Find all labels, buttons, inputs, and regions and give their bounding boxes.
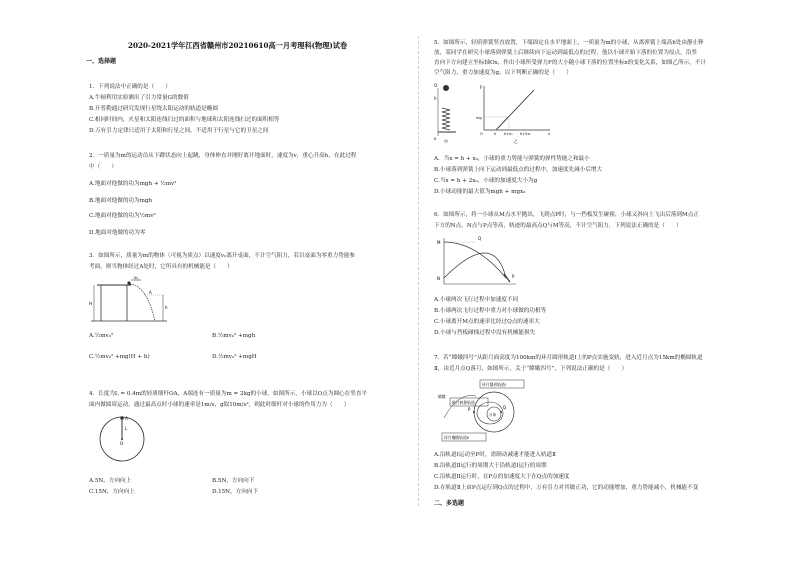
q1-stem: 1．下列说法中正确的是（ ） (89, 84, 171, 90)
q3-stem-line1: 3．如图所示，质量为m的物体（可视为质点）以速度v₀离开桌面，不计空气阻力，若以桌面为零重力势能参 (89, 253, 355, 259)
q7-stem-line1: 7．若“嫦娥四号”从距月面高度为100km的环月圆形轨道Ⅰ上的P点实施变轨，进入近月点为15km的椭圆轨道 (434, 355, 703, 361)
q3-label-h-small: h (165, 305, 168, 310)
q6-option-b: B.小球两次飞行过程中重力对小球做的功相等 (434, 308, 547, 314)
doc-title: 2020-2021学年江西省赣州市20210610高一月考理科(物理)试卷 (128, 41, 348, 50)
q5-label-h-x0: h+x₀ (504, 132, 513, 136)
q5-label-h-left: h (434, 96, 437, 101)
q7-option-b: B.沿轨道Ⅱ运行的周期大于沿轨道Ⅰ运行的周期 (434, 463, 547, 469)
q5-stem-line3: 直向下方向建立坐标轴Ox，作出小球所受弹力F的大小随小球下落的位置坐标x的变化关系，如图乙所示，不计 (434, 60, 707, 66)
q5-option-a: A．当x = h + x₀，小球的重力势能与弹簧的弹性势能之和最小 (434, 156, 590, 162)
q5-stem-line4: 空气阻力，重力加速度为g，以下判断正确的是（ ） (434, 70, 572, 76)
q1-option-d: D.万有引力定律只适用于太阳和行星之间，不适用于行星与它的卫星之间 (89, 128, 269, 134)
q6-stem-line1: 6．如图所示，将一小球从M点水平抛出，飞到点P时，与一挡板发生碰撞，小球又斜向上飞出后落到M点正 (434, 212, 699, 218)
q2-option-a: A.地面对他做的功为mgh + ½mv² (89, 181, 177, 187)
q5-label-jia: 甲 (444, 139, 448, 144)
q7-stem-line2: Ⅱ，由近月点Q落月，如图所示，关于“嫦娥四号”，下列说法正确的是（ ） (434, 366, 628, 372)
q3-figure-table-projectile (89, 277, 169, 323)
q4-stem-line1: 4．长度为L = 0.4m的轻质细杆OA，A端连有一质量为m = 2kg的小球，如图所示，小球以O点为圆心在竖直平 (89, 391, 368, 397)
q4-option-c: C.15N，方向向上 (89, 489, 135, 495)
q1-option-c: C.相同时间内，火星和太阳连线扫过的面积与地球和太阳连线扫过的面积相等 (89, 117, 280, 123)
q3-option-b: B.½mv₀² +mgh (212, 333, 256, 339)
q5-label-h-2x0: h+2x₀ (520, 132, 531, 136)
q4-label-l: L (125, 426, 128, 431)
q7-label-p: P (468, 407, 471, 412)
q3-option-c: C.½mv₀² +mg(H + h) (89, 354, 150, 360)
q2-option-b: B.地面对他做的功为mgh (89, 198, 153, 204)
section-heading-choice: 一、选择题 (86, 58, 117, 65)
q2-option-d: D.地面对他做的功为零 (89, 230, 146, 236)
q5-label-h-right: h (494, 132, 497, 136)
q3-option-a: A.½mv₀² (89, 333, 114, 339)
q7-label-orbit-1: 环月圆形轨道Ⅰ (482, 382, 506, 387)
q1-option-a: A.牛顿利用实验测出了引力常量G的数值 (89, 95, 189, 101)
q4-figure-rod-circle (97, 414, 147, 464)
q5-figure-spring-graph (434, 82, 554, 144)
q4-label-o: O (120, 441, 124, 446)
q3-stem-line2: 考面，则当物体经过A处时，它所具有的机械能是（ ） (89, 264, 233, 270)
q7-label-orbit-2: 环月椭圆轨道Ⅱ (444, 435, 469, 440)
q4-label-a: A (125, 416, 128, 421)
q5-stem-line2: 放，某同学在研究小球落到弹簧上后继续向下运动到最低点的过程，他以小球开始下落的位置为原点，沿竖 (434, 50, 697, 56)
q6-label-p: P (512, 274, 515, 279)
q5-option-c: C.当x = h + 2x₀，小球的加速度大小为g (434, 178, 538, 184)
q7-label-moon: 月球 (489, 413, 496, 417)
q2-stem-line2: 中（ ） (89, 164, 117, 170)
q7-option-c: C.沿轨道Ⅱ运行时，在P点的加速度大于在Q点的加速度 (434, 474, 570, 480)
q6-label-n: N (437, 276, 440, 281)
section-heading-multi: 二、多选题 (434, 500, 465, 507)
q5-option-b: B.小球落到弹簧上向下运动到最低点的过程中，加速度先减小后增大 (434, 167, 603, 173)
q7-figure-orbits (438, 378, 542, 446)
q4-option-b: B.5N，方向向下 (212, 478, 255, 484)
q3-label-a: A (149, 290, 152, 295)
q5-label-f: F (480, 85, 483, 90)
q6-option-d: D.小球与挡板碰撞过程中没有机械能损失 (434, 330, 536, 336)
q5-option-d: D.小球动能的最大值为mgh + mgx₀ (434, 189, 526, 195)
q7-option-d: D.在轨道Ⅱ上由P点运行到Q点的过程中，万有引力对其做正功，它的动能增加，重力势能减小，机械能不变 (434, 485, 699, 491)
q7-option-a: A.沿轨道Ⅰ运动至P时，需制动减速才能进入轨道Ⅱ (434, 452, 556, 458)
q6-option-a: A.小球两次飞行过程中加速度不同 (434, 297, 519, 303)
q4-option-d: D.15N，方向向下 (212, 489, 259, 495)
q7-label-q: Q (503, 405, 507, 410)
q5-label-x-right: x (548, 132, 551, 136)
q5-label-o-right: O (480, 132, 483, 136)
q3-label-h-big: H (89, 301, 93, 306)
q4-stem-line2: 面内做圆周运动，通过最高点时小球的速率是1m/s，g取10m/s²，则此时细杆对小球的作用力为（ ） (89, 402, 350, 408)
q7-label-change: 嫦娥 (438, 394, 446, 399)
q4-option-a: A.5N，方向向上 (89, 478, 132, 484)
q2-stem-line1: 2．一质量为m的运动员从下蹲状态向上起跳，身体伸直并刚好离开地面时，速度为v，重心升高h，在此过程 (89, 153, 357, 159)
q6-label-m: M (437, 240, 441, 245)
q5-label-o-left: O (434, 83, 438, 88)
q6-figure-trajectory (436, 234, 520, 286)
q5-label-x-left: x (434, 136, 437, 141)
column-divider (418, 36, 419, 506)
q6-stem-line2: 下方的N点，N点与P点等高，轨迹的最高点Q与M等高，不计空气阻力，下列说法正确的是（ ） (434, 223, 682, 229)
q3-label-v0: v₀ (134, 275, 138, 280)
q5-stem-line1: 5．如图所示，轻质弹簧竖直放置，下端固定在水平地面上，一质量为m的小球，从离弹簧上端高h处由静止释 (434, 40, 704, 46)
q5-label-yi: 乙 (514, 139, 518, 144)
q5-label-mg: mg (476, 116, 482, 120)
q1-option-b: B.开普勒通过研究发现行星绕太阳运动的轨道是椭圆 (89, 106, 218, 112)
q7-label-transfer: 地月转移轨道 (452, 400, 475, 405)
q2-option-c: C.地面对他做的功为½mv² (89, 213, 156, 219)
q3-option-d: D.½mv₀² +mgH (212, 354, 257, 360)
q6-option-c: C.小球离开M点的速率比经过Q点的速率大 (434, 319, 540, 325)
q6-label-q: Q (478, 236, 482, 241)
